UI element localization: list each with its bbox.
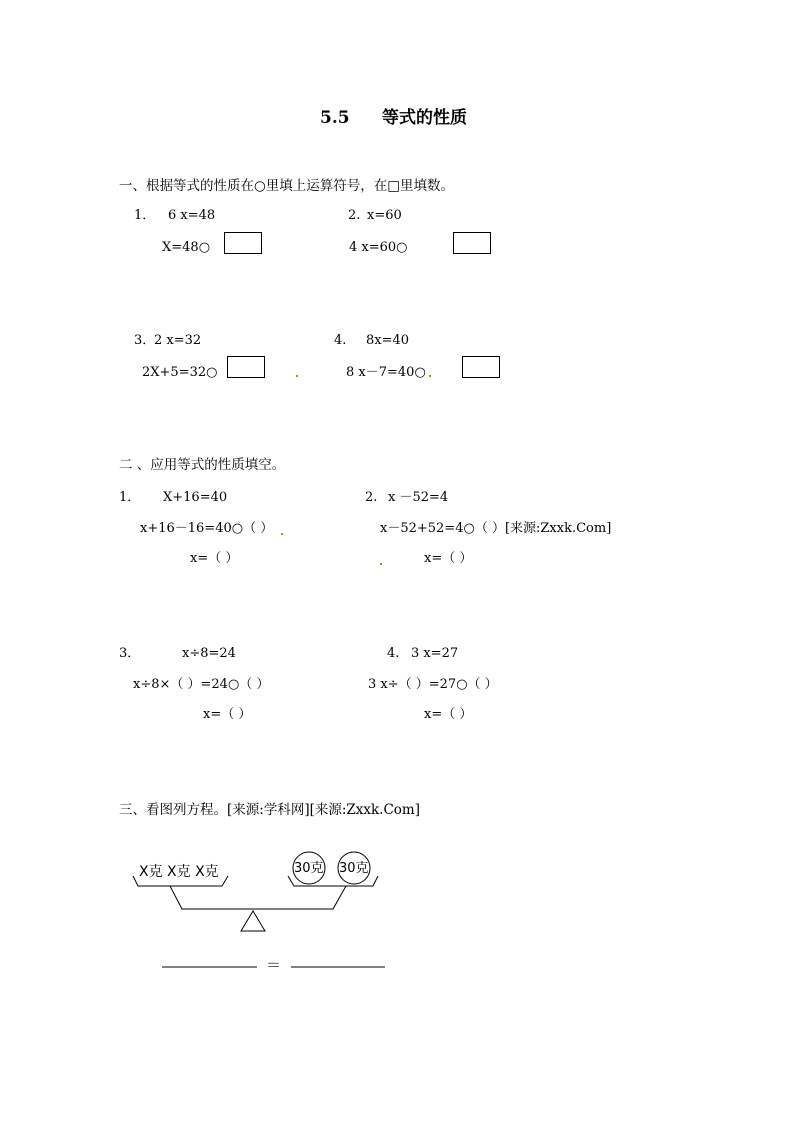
s1-problem2-number: 2. bbox=[348, 208, 361, 223]
s1-problem4-number: 4. bbox=[334, 333, 347, 348]
s2-problem3-answer: x=（ ） bbox=[203, 707, 252, 722]
s2-problem1-line: x+16－16=40○（ ） bbox=[140, 521, 274, 536]
s2-problem4-answer: x=（ ） bbox=[424, 707, 473, 722]
s1-problem3-number: 3． bbox=[134, 333, 156, 348]
s2-problem2-number: 2. bbox=[365, 490, 378, 505]
equals-sign: ＝ bbox=[266, 956, 282, 974]
s1-problem1-equation: 6 x=48 bbox=[168, 208, 216, 223]
s1-problem3-line: 2X+5=32○ bbox=[142, 365, 218, 380]
section2-heading: 二 、应用等式的性质填空。 bbox=[119, 457, 286, 473]
s1-problem2-equation: x=60 bbox=[367, 208, 402, 223]
section1-heading: 一、根据等式的性质在○里填上运算符号，在□里填数。 bbox=[119, 178, 455, 194]
s2-problem1-equation: X+16=40 bbox=[163, 490, 228, 505]
s2-problem4-line: 3 x÷（ ）=27○（ ） bbox=[368, 677, 498, 692]
s2-problem4-number: 4. bbox=[387, 646, 400, 661]
left-pan-label: X克 X克 X克 bbox=[139, 864, 219, 880]
weight-label: 30克 bbox=[294, 861, 324, 876]
s2-problem1-answer: x=（ ） bbox=[190, 551, 239, 566]
page-title-number: 5.5 bbox=[320, 108, 350, 128]
scale-beam bbox=[170, 886, 346, 909]
fulcrum-triangle bbox=[241, 911, 265, 931]
s1-problem4-equation: 8x=40 bbox=[366, 333, 410, 348]
s1-problem2-line: 4 x=60○ bbox=[349, 240, 408, 255]
s2-problem2-equation: x －52=4 bbox=[388, 490, 449, 505]
s2-problem3-equation: x÷8=24 bbox=[182, 646, 236, 661]
s2-problem4-equation: 3 x=27 bbox=[411, 646, 459, 661]
page-title: 等式的性质 bbox=[382, 108, 467, 128]
s1-problem1-line: X=48○ bbox=[162, 240, 211, 255]
s2-problem2-line: x－52+52=4○（ ）[来源:Zxxk.Com] bbox=[380, 521, 612, 536]
s2-problem3-line: x÷8×（ ）=24○（ ） bbox=[133, 677, 270, 692]
weight-label: 30克 bbox=[339, 861, 369, 876]
s2-problem2-answer: x=（ ） bbox=[424, 551, 473, 566]
s2-problem1-number: 1． bbox=[119, 490, 141, 505]
s1-problem3-equation: 2 x=32 bbox=[154, 333, 202, 348]
s1-problem1-number: 1． bbox=[134, 208, 156, 223]
s1-problem4-line: 8 x－7=40○ bbox=[346, 365, 426, 380]
s2-problem3-number: 3． bbox=[119, 646, 141, 661]
section3-heading: 三、看图列方程。[来源:学科网][来源:Zxxk.Com] bbox=[119, 802, 421, 818]
